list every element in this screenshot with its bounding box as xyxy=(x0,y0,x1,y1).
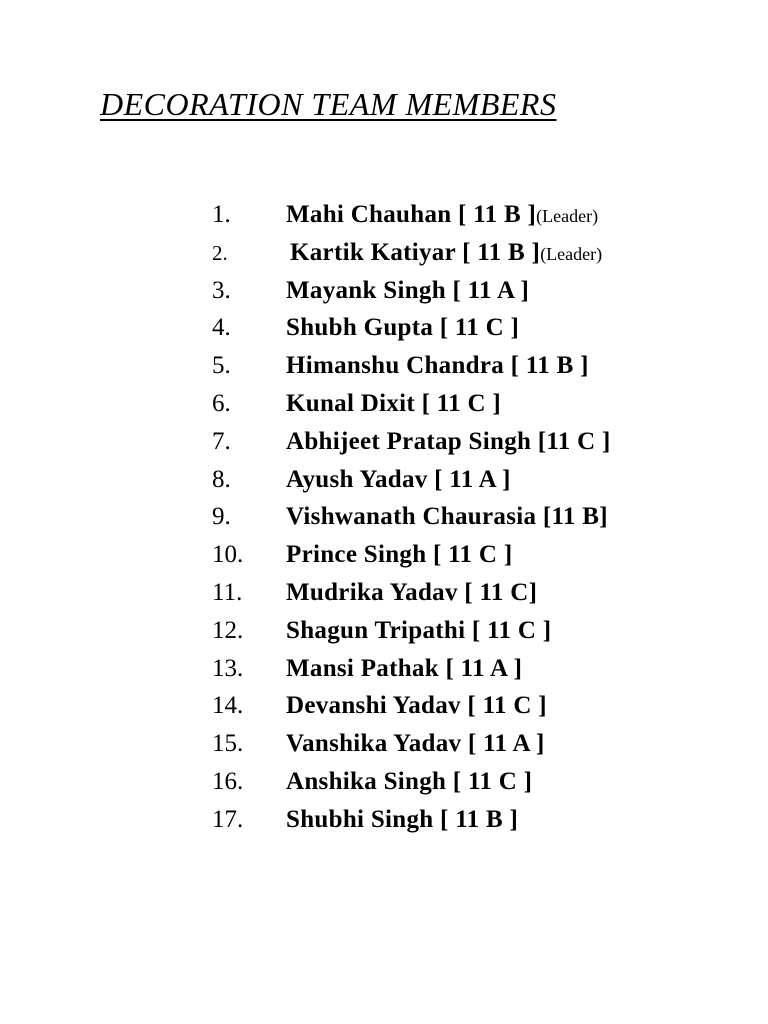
list-item xyxy=(212,537,611,575)
list-item xyxy=(212,802,611,840)
item-number: 11. xyxy=(212,578,243,606)
list-item xyxy=(212,348,611,386)
member-name: Shagun Tripathi [ 11 C ] xyxy=(286,616,552,644)
item-number: 6. xyxy=(212,389,231,417)
member-name: Abhijeet Pratap Singh [11 C ] xyxy=(286,427,611,455)
item-number: 13. xyxy=(212,654,244,682)
member-name: Kunal Dixit [ 11 C ] xyxy=(286,389,502,417)
member-list xyxy=(212,197,611,840)
item-number: 5. xyxy=(212,352,231,380)
member-name: Devanshi Yadav [ 11 C ] xyxy=(286,692,547,720)
list-item xyxy=(212,235,611,273)
member-name: Vishwanath Chaurasia [11 B] xyxy=(286,503,608,531)
member-name: Kartik Katiyar [ 11 B ] xyxy=(290,238,541,266)
list-item xyxy=(212,688,611,726)
list-item xyxy=(212,462,611,500)
list-item xyxy=(212,424,611,462)
item-number: 1. xyxy=(212,201,231,228)
member-name: Ayush Yadav [ 11 A ] xyxy=(286,465,511,493)
item-number: 3. xyxy=(212,276,231,304)
item-number: 15. xyxy=(212,730,244,758)
list-item xyxy=(212,575,611,613)
leader-note: (Leader) xyxy=(536,206,599,226)
member-name: Shubhi Singh [ 11 B ] xyxy=(286,805,519,833)
list-item xyxy=(212,197,611,235)
list-item xyxy=(212,613,611,651)
list-item xyxy=(212,386,611,424)
list-item xyxy=(212,273,611,311)
item-number: 4. xyxy=(212,314,231,342)
member-name: Mayank Singh [ 11 A ] xyxy=(286,276,530,304)
list-item xyxy=(212,726,611,764)
item-number: 10. xyxy=(212,541,244,569)
member-name: Mahi Chauhan [ 11 B ] xyxy=(286,201,537,228)
item-number: 17. xyxy=(212,805,244,833)
item-number: 9. xyxy=(212,503,231,531)
member-name: Prince Singh [ 11 C ] xyxy=(286,541,513,569)
document-title: DECORATION TEAM MEMBERS xyxy=(100,86,557,122)
list-item xyxy=(212,310,611,348)
item-number: 7. xyxy=(212,427,231,455)
member-name: Mudrika Yadav [ 11 C] xyxy=(286,578,538,606)
member-name: Himanshu Chandra [ 11 B ] xyxy=(286,352,589,380)
member-name: Mansi Pathak [ 11 A ] xyxy=(286,654,523,682)
member-name: Vanshika Yadav [ 11 A ] xyxy=(286,730,545,758)
list-item xyxy=(212,764,611,802)
leader-note: (Leader) xyxy=(540,243,603,264)
item-number: 2. xyxy=(212,240,228,265)
member-name: Shubh Gupta [ 11 C ] xyxy=(286,314,520,342)
list-item xyxy=(212,499,611,537)
member-name: Anshika Singh [ 11 C ] xyxy=(286,767,533,795)
item-number: 12. xyxy=(212,616,244,644)
list-item xyxy=(212,651,611,689)
item-number: 14. xyxy=(212,692,244,720)
item-number: 8. xyxy=(212,465,231,493)
item-number: 16. xyxy=(212,767,244,795)
